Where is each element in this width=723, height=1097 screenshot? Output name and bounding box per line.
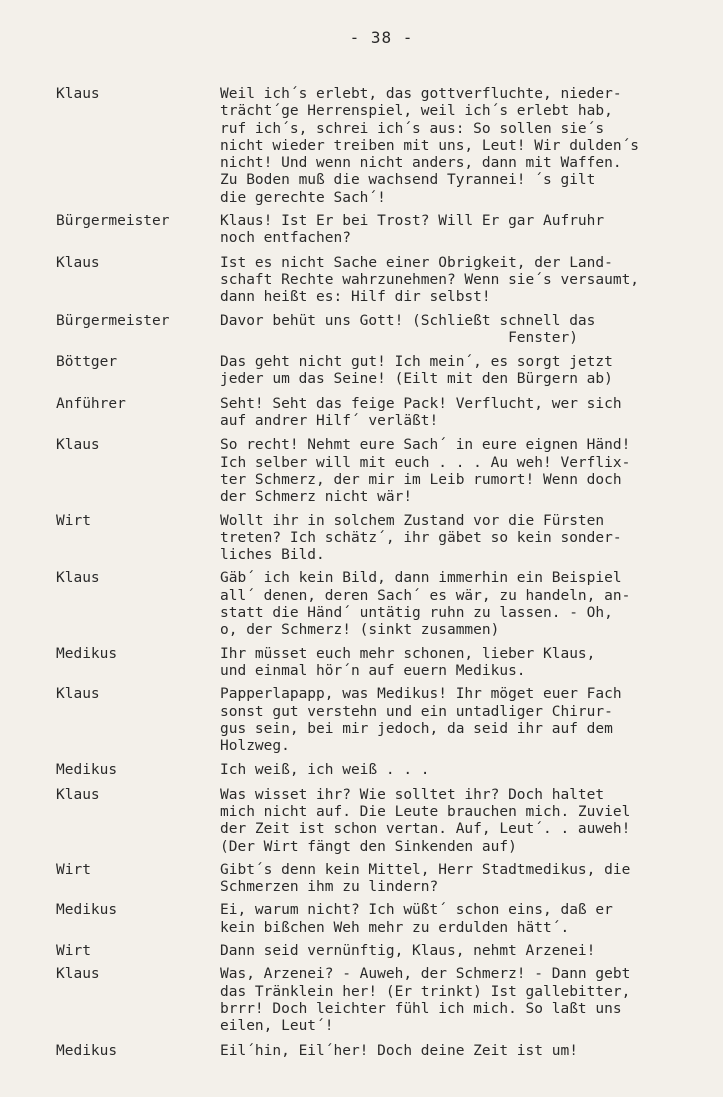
dialogue-entry xyxy=(56,213,716,248)
speaker-name: Klaus xyxy=(56,254,100,271)
speaker-name: Klaus xyxy=(56,786,100,803)
dialogue-entry xyxy=(56,86,716,207)
speaker-name: Medikus xyxy=(56,902,118,919)
dialogue-text: Gäb´ ich kein Bild, dann immerhin ein Beispiel all´ denen, deren Sach´ es wär, zu handeln, an- statt die Händ´ untätig ruhn zu lassen. - Oh, o, der Schmerz! (sinkt zusammen) xyxy=(220,570,631,639)
dialogue-entry xyxy=(56,396,716,431)
speaker-name: Klaus xyxy=(56,437,100,454)
speaker-name: Medikus xyxy=(56,645,118,662)
speaker-name: Wirt xyxy=(56,861,91,878)
speaker-name: Böttger xyxy=(56,354,118,371)
speaker-name: Bürgermeister xyxy=(56,213,170,230)
dialogue-entry xyxy=(56,437,716,506)
dialogue-entry xyxy=(56,966,716,1035)
dialogue-text: Klaus! Ist Er bei Trost? Will Er gar Aufruhr noch entfachen? xyxy=(220,213,605,247)
dialogue-entry xyxy=(56,902,716,937)
dialogue-entry xyxy=(56,646,716,681)
speaker-name: Klaus xyxy=(56,570,100,587)
dialogue-entry xyxy=(56,862,716,897)
dialogue-entry xyxy=(56,255,716,307)
dialogue-text: So recht! Nehmt eure Sach´ in eure eignen Händ! Ich selber will mit euch . . . Au weh! Verflix- ter Schmerz, der mir im Leib rumort! Wenn doch der Schmerz nicht wär! xyxy=(220,437,631,506)
dialogue-entry xyxy=(56,943,716,960)
dialogue-entry xyxy=(56,1043,716,1060)
dialogue-text: Seht! Seht das feige Pack! Verflucht, wer sich auf andrer Hilf´ verläßt! xyxy=(220,395,622,430)
speaker-name: Klaus xyxy=(56,86,100,102)
page-number: - 38 - xyxy=(349,28,414,47)
dialogue-text: Ihr müsset euch mehr schonen, lieber Klaus, und einmal hör´n auf euern Medikus. xyxy=(220,645,596,679)
dialogue-entry xyxy=(56,313,716,348)
dialogue-entry xyxy=(56,787,716,856)
speaker-name: Medikus xyxy=(56,762,118,779)
dialogue-text: Weil ich´s erlebt, das gottverfluchte, nieder- trächt´ge Herrenspiel, weil ich´s erlebt hab, ruf ich´s, schrei ich´s aus: So sollen sie´s nicht wieder treiben mit uns, Leut! Wir dulden´s nicht! Und wenn nicht anders, dann mit Waffen. Zu Boden muß die wachsend Tyrannei! ´s gilt die gerechte Sach´! xyxy=(220,86,640,206)
speaker-name: Anführer xyxy=(56,395,126,412)
script-dialogue xyxy=(56,86,716,1060)
dialogue-text: Das geht nicht gut! Ich mein´, es sorgt jetzt jeder um das Seine! (Eilt mit den Bürgern ab) xyxy=(220,354,613,388)
dialogue-text: Ich weiß, ich weiß . . . xyxy=(220,762,430,779)
dialogue-text: Ei, warum nicht? Ich wüßt´ schon eins, daß er kein bißchen Weh mehr zu erdulden hätt´. xyxy=(220,902,613,936)
dialogue-entry xyxy=(56,570,716,639)
dialogue-text: Gibt´s denn kein Mittel, Herr Stadtmedikus, die Schmerzen ihm zu lindern? xyxy=(220,861,631,896)
dialogue-text: Was, Arzenei? - Auweh, der Schmerz! - Dann gebt das Tränklein her! (Er trinkt) Ist gallebitter, brrr! Doch leichter fühl ich mich. So laßt uns eilen, Leut´! xyxy=(220,966,631,1035)
dialogue-text: Eil´hin, Eil´her! Doch deine Zeit ist um! xyxy=(220,1042,578,1059)
dialogue-entry xyxy=(56,354,716,389)
dialogue-text: Davor behüt uns Gott! (Schließt schnell das Fenster) xyxy=(220,312,596,346)
speaker-name: Wirt xyxy=(56,512,91,529)
dialogue-text: Wollt ihr in solchem Zustand vor die Fürsten treten? Ich schätz´, ihr gäbet so kein sonder- liches Bild. xyxy=(220,512,622,564)
speaker-name: Klaus xyxy=(56,686,100,703)
speaker-name: Wirt xyxy=(56,943,91,960)
dialogue-entry xyxy=(56,513,716,565)
dialogue-text: Papperlapapp, was Medikus! Ihr möget euer Fach sonst gut verstehn und ein untadliger Chirur- gus sein, bei mir jedoch, da seid ihr auf dem Holzweg. xyxy=(220,686,622,755)
speaker-name: Bürgermeister xyxy=(56,312,170,329)
dialogue-text: Was wisset ihr? Wie solltet ihr? Doch haltet mich nicht auf. Die Leute brauchen mich. Zuviel der Zeit ist schon vertan. Auf, Leut´. . auweh! (Der Wirt fängt den Sinkenden auf) xyxy=(220,786,631,855)
dialogue-text: Ist es nicht Sache einer Obrigkeit, der Land- schaft Rechte wahrzunehmen? Wenn sie´s versaumt, dann heißt es: Hilf dir selbst! xyxy=(220,254,640,306)
dialogue-entry xyxy=(56,762,716,779)
speaker-name: Klaus xyxy=(56,966,100,983)
dialogue-entry xyxy=(56,686,716,755)
speaker-name: Medikus xyxy=(56,1042,118,1059)
dialogue-text: Dann seid vernünftig, Klaus, nehmt Arzenei! xyxy=(220,943,596,960)
